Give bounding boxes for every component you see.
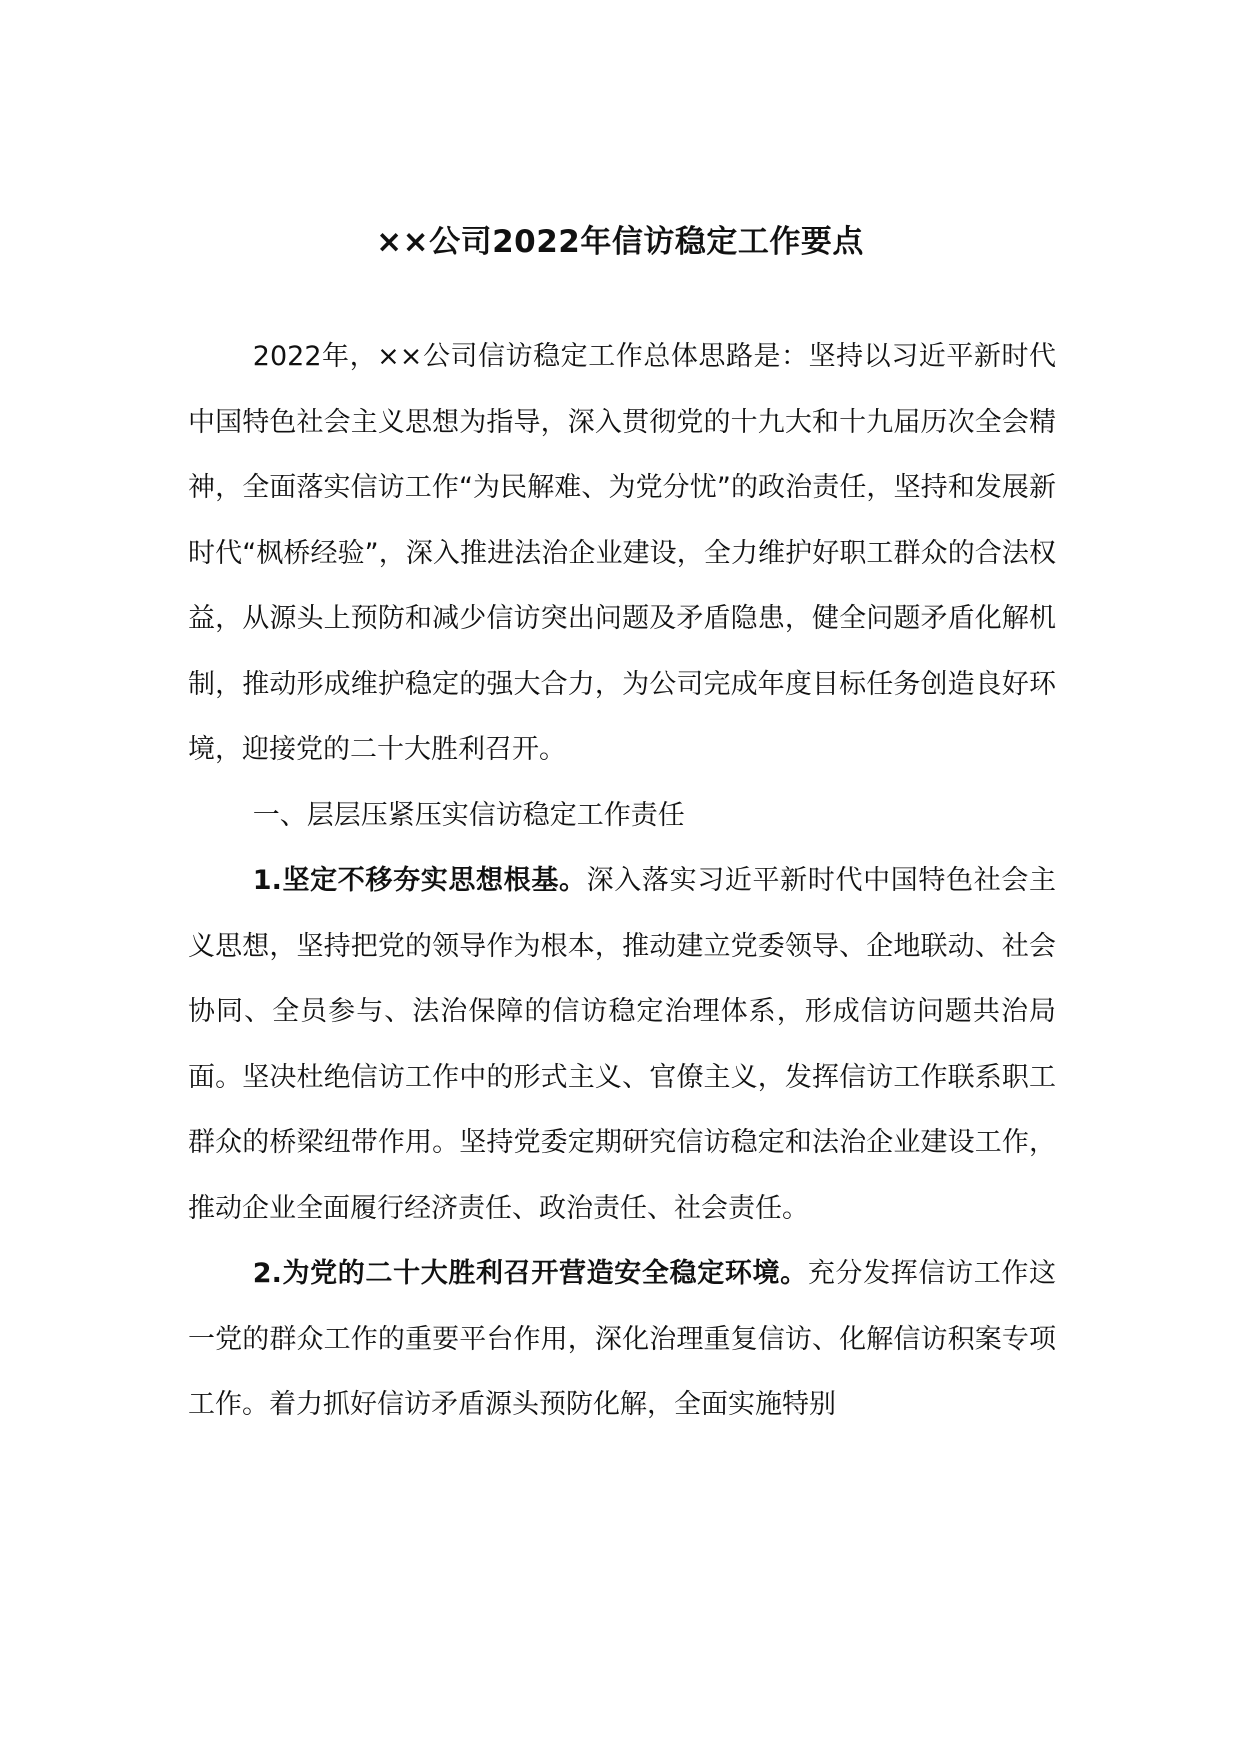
- document-title: ××公司2022年信访稳定工作要点: [376, 224, 864, 260]
- item-paragraph-2: [188, 1241, 1056, 1438]
- item-text-1: 深入落实习近平新时代中国特色社会主义思想，坚持把党的领导作为根本，推动建立党委领导、企地联动、社会协同、全员参与、法治保障的信访稳定治理体系，形成信访问题共治局面。坚决杜绝信访工作中的形式主义、官僚主义，发挥信访工作联系职工群众的桥梁纽带作用。坚持党委定期研究信访稳定和法治企业建设工作，推动企业全面履行经济责任、政治责任、社会责任。: [188, 865, 1056, 1224]
- section-heading: 一、层层压紧压实信访稳定工作责任: [252, 799, 685, 831]
- intro-paragraph: 2022年，××公司信访稳定工作总体思路是：坚持以习近平新时代中国特色社会主义思想为指导，深入贯彻党的十九大和十九届历次全会精神，全面落实信访工作“为民解难、为党分忧”的政治责任，坚持和发展新时代“枫桥经验”，深入推进法治企业建设，全力维护好职工群众的合法权益，从源头上预防和减少信访突出问题及矛盾隐患，健全问题矛盾化解机制，推动形成维护稳定的强大合力，为公司完成年度目标任务创造良好环境，迎接党的二十大胜利召开。: [188, 341, 1056, 765]
- item-paragraph-1: [188, 848, 1056, 1241]
- item-text-2: 充分发挥信访工作这一党的群众工作的重要平台作用，深化治理重复信访、化解信访积案专项工作。着力抓好信访矛盾源头预防化解，全面实施特别: [188, 1258, 1056, 1420]
- item-lead-1: 1.坚定不移夯实思想根基。: [252, 865, 587, 896]
- document-body: [188, 324, 1056, 1438]
- item-lead-2: 2.为党的二十大胜利召开营造安全稳定环境。: [252, 1258, 808, 1289]
